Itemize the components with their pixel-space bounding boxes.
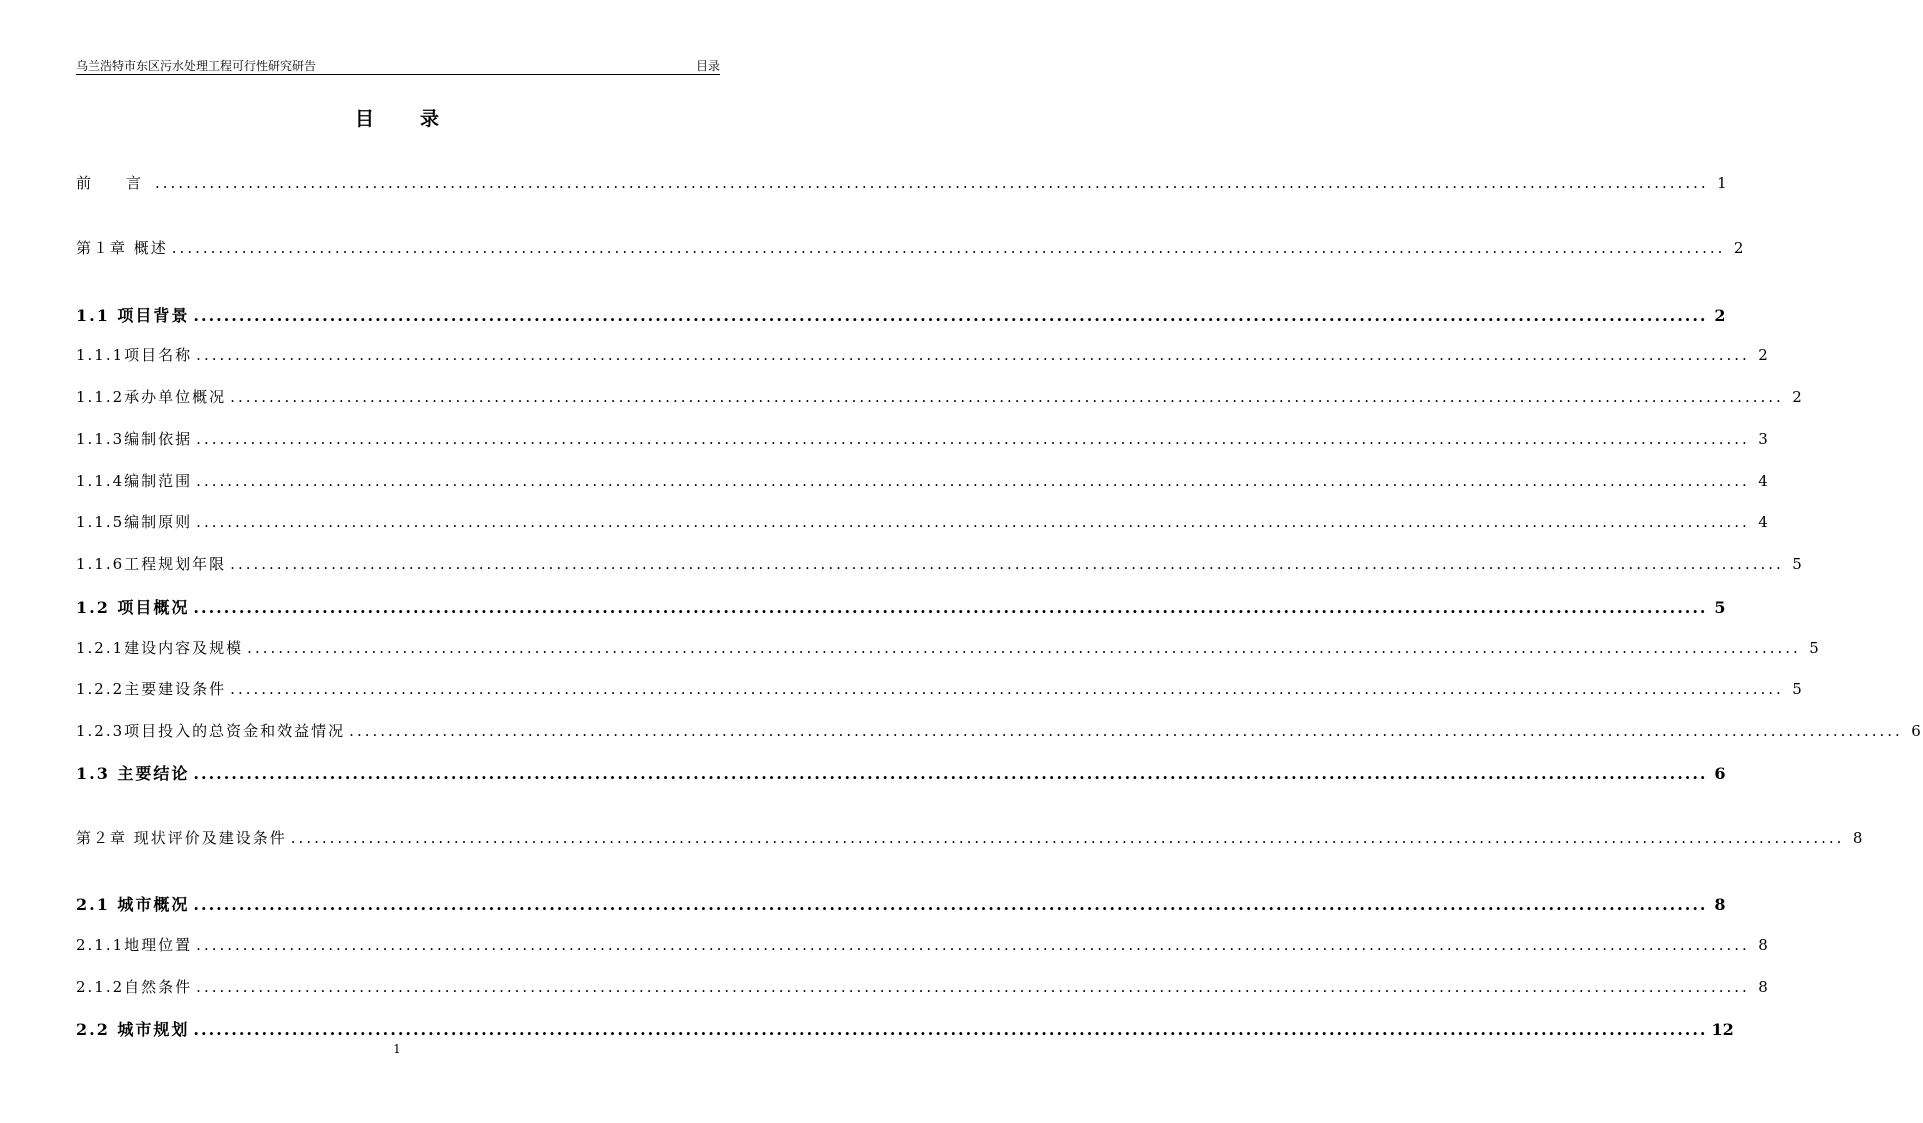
toc-entry-page: 12 [1711, 1020, 1734, 1039]
toc-entry-chapter-1[interactable] [76, 237, 1744, 261]
toc-entry-1-1-4[interactable] [76, 470, 1768, 494]
toc-entry-label: 1.2.1建设内容及规模 [76, 639, 244, 657]
toc-entry-label: 1.1.5编制原则 [76, 513, 193, 531]
toc-dot-leader: ........................................................................................................................................................................................................ [196, 430, 1750, 448]
toc-entry-label: 2.1.1地理位置 [76, 936, 193, 954]
toc-dot-leader: ........................................................................................................................................................................................................ [230, 388, 1784, 406]
toc-entry-label: 2.2 城市规划 [76, 1020, 190, 1039]
toc-entry-1-1-2[interactable] [76, 386, 1802, 410]
toc-entry-page: 4 [1758, 513, 1768, 531]
toc-entry-2-2[interactable] [76, 1017, 1734, 1041]
toc-entry-1-1-5[interactable] [76, 511, 1768, 535]
toc-entry-label: 1.2.2主要建设条件 [76, 680, 227, 698]
toc-entry-page: 8 [1852, 829, 1863, 847]
toc-entry-1-2-1[interactable] [76, 637, 1819, 661]
page-number: 1 [393, 1042, 401, 1056]
toc-entry-label: 第２章 现状评价及建设条件 [76, 829, 287, 847]
toc-entry-page: 6 [1714, 764, 1726, 783]
toc-dot-leader: ........................................................................................................................................................................................................ [349, 722, 1903, 740]
toc-entry-2-1[interactable] [76, 892, 1726, 916]
toc-entry-preface[interactable] [76, 172, 1727, 196]
toc-entry-label: 1.1.6工程规划年限 [76, 555, 227, 573]
toc-dot-leader: ........................................................................................................................................................................................................ [193, 306, 1708, 325]
toc-entry-label: 1.3 主要结论 [76, 764, 190, 783]
toc-dot-leader: ........................................................................................................................................................................................................ [196, 978, 1750, 996]
toc-entry-label: 1.2 项目概况 [76, 598, 190, 617]
toc-entry-page: 2 [1792, 388, 1802, 406]
toc-entry-1-1-6[interactable] [76, 553, 1802, 577]
toc-dot-leader: ........................................................................................................................................................................................................ [290, 829, 1845, 847]
toc-entry-label: 1.1.1项目名称 [76, 346, 193, 364]
toc-entry-page: 2 [1733, 239, 1744, 257]
toc-dot-leader: ........................................................................................................................................................................................................ [193, 1020, 1708, 1039]
toc-entry-label: 1.1.4编制范围 [76, 472, 193, 490]
toc-entry-label: 2.1.2自然条件 [76, 978, 193, 996]
toc-entry-page: 5 [1792, 555, 1802, 573]
toc-entry-1-1[interactable] [76, 303, 1726, 327]
toc-entry-label: 1.2.3项目投入的总资金和效益情况 [76, 722, 346, 740]
toc-entry-page: 5 [1714, 598, 1726, 617]
toc-entry-page: 8 [1714, 895, 1726, 914]
toc-entry-1-2-3[interactable] [76, 720, 1921, 744]
toc-entry-label: 1.1.3编制依据 [76, 430, 193, 448]
toc-dot-leader: ........................................................................................................................................................................................................ [155, 174, 1709, 192]
toc-dot-leader: ........................................................................................................................................................................................................ [247, 639, 1801, 657]
toc-entry-page: 4 [1758, 472, 1768, 490]
toc-entry-page: 5 [1792, 680, 1802, 698]
toc-entry-page: 8 [1758, 936, 1768, 954]
toc-entry-page: 2 [1758, 346, 1768, 364]
toc-dot-leader: ........................................................................................................................................................................................................ [193, 895, 1708, 914]
header-document-title: 乌兰浩特市东区污水处理工程可行性研究研告 [76, 59, 317, 73]
toc-entry-2-1-2[interactable] [76, 976, 1768, 1000]
toc-entry-page: 8 [1758, 978, 1768, 996]
toc-dot-leader: ........................................................................................................................................................................................................ [196, 513, 1750, 531]
toc-dot-leader: ........................................................................................................................................................................................................ [196, 936, 1750, 954]
toc-entry-label: 1.1.2承办单位概况 [76, 388, 227, 406]
toc-entry-page: 1 [1717, 174, 1727, 192]
toc-dot-leader: ........................................................................................................................................................................................................ [171, 239, 1726, 257]
toc-entry-label: 2.1 城市概况 [76, 895, 190, 914]
toc-dot-leader: ........................................................................................................................................................................................................ [196, 346, 1750, 364]
header-section-label: 目录 [695, 59, 720, 73]
toc-dot-leader: ........................................................................................................................................................................................................ [230, 680, 1784, 698]
toc-entry-label: 1.1 项目背景 [76, 306, 190, 325]
toc-entry-1-1-1[interactable] [76, 344, 1768, 368]
toc-entry-1-1-3[interactable] [76, 428, 1768, 452]
toc-entry-page: 2 [1714, 306, 1726, 325]
toc-entry-1-2-2[interactable] [76, 678, 1802, 702]
toc-entry-chapter-2[interactable] [76, 827, 1863, 851]
toc-entry-2-1-1[interactable] [76, 934, 1768, 958]
page-title: 目录 [354, 108, 485, 130]
toc-entry-1-3[interactable] [76, 761, 1726, 785]
page-header [76, 56, 720, 75]
toc-entry-page: 5 [1809, 639, 1819, 657]
toc-dot-leader: ........................................................................................................................................................................................................ [193, 598, 1708, 617]
toc-entry-page: 3 [1758, 430, 1768, 448]
toc-entry-1-2[interactable] [76, 595, 1726, 619]
toc-dot-leader: ........................................................................................................................................................................................................ [193, 764, 1708, 783]
toc-entry-label: 第１章 概述 [76, 239, 168, 257]
toc-dot-leader: ........................................................................................................................................................................................................ [196, 472, 1750, 490]
toc-entry-page: 6 [1911, 722, 1921, 740]
toc-dot-leader: ........................................................................................................................................................................................................ [230, 555, 1784, 573]
toc-entry-label: 前 言 [76, 174, 152, 192]
